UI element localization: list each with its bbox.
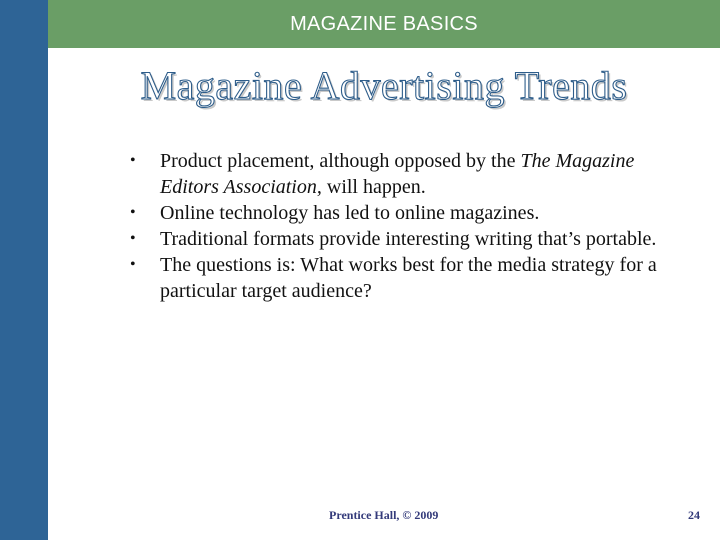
footer-copyright: Prentice Hall, © 2009 (329, 508, 439, 522)
left-sidebar-bar (0, 0, 48, 540)
slide-title: Magazine Advertising Trends (140, 63, 628, 108)
section-label: MAGAZINE BASICS (290, 12, 478, 35)
bullet-italic-text: The Magazine Editors Association, (160, 150, 635, 198)
bullet-text: Traditional formats provide interesting writing that’s portable. (160, 228, 657, 250)
bullet-list (130, 148, 670, 304)
bullet-text-end: will happen. (321, 176, 426, 198)
bullet-glyph: • (130, 256, 136, 273)
slide-title-container (48, 62, 720, 109)
bullet-item (130, 148, 670, 200)
bullet-text: The questions is: What works best for the media strategy for a particular target audience? (160, 254, 657, 302)
section-banner (48, 0, 720, 48)
bullet-glyph: • (130, 152, 136, 169)
bullet-item (130, 200, 670, 226)
bullet-item (130, 252, 670, 304)
page-number: 24 (688, 508, 700, 522)
bullet-text: Product placement, although opposed by the (160, 150, 521, 172)
bullet-text: Online technology has led to online magazines. (160, 202, 540, 224)
bullet-glyph: • (130, 204, 136, 221)
bullet-glyph: • (130, 230, 136, 247)
bullet-item (130, 226, 670, 252)
